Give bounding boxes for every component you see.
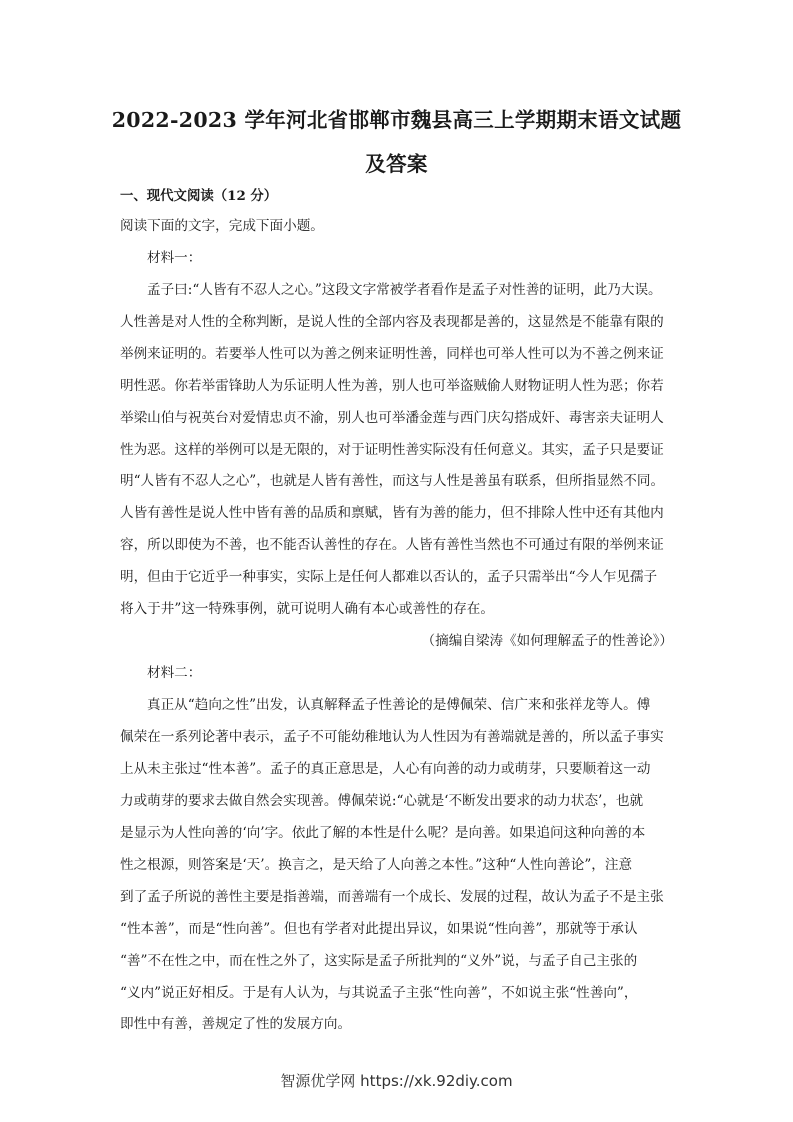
- material-1-line: 性为恶。这样的举例可以是无限的，对于证明性善实际没有任何意义。其实，孟子只是要证: [120, 442, 664, 458]
- material-2-line: 到了孟子所说的善性主要是指善端，而善端有一个成长、发展的过程，故认为孟子不是主张: [120, 889, 664, 905]
- material-2-label: 材料二：: [147, 665, 202, 681]
- page-title-line-1: 2022-2023 学年河北省邯郸市魏县高三上学期期末语文试题: [111, 108, 682, 132]
- material-1-line: 举梁山伯与祝英台对爱情忠贞不渝，别人也可举潘金莲与西门庆勾搭成奸、毒害亲夫证明人: [120, 410, 664, 426]
- material-2-line: 力或萌芽的要求去做自然会实现善。傅佩荣说:“心就是‘不断发出要求的动力状态’，也就: [120, 793, 644, 809]
- material-1-line: 明，但由于它近乎一种事实，实际上是任何人都难以否认的，孟子只需举出“今人乍见孺子: [120, 569, 658, 585]
- section-heading: 一、现代文阅读（12 分）: [120, 188, 278, 204]
- material-1-line: 人性善是对人性的全称判断，是说人性的全部内容及表现都是善的，这显然是不能靠有限的: [120, 314, 664, 330]
- page-title-line-2: 及答案: [365, 152, 428, 176]
- material-2-line: 佩荣在一系列论著中表示，孟子不可能幼稚地认为人性因为有善端就是善的，所以孟子事实: [120, 729, 664, 745]
- material-2-line: “性本善”，而是“性向善”。但也有学者对此提出异议，如果说“性向善”，那就等于承认: [120, 921, 638, 937]
- material-1-line: 人皆有善性是说人性中皆有善的品质和禀赋，皆有为善的能力，但不排除人性中还有其他内: [120, 505, 664, 521]
- material-1-line: 明性恶。你若举雷锋助人为乐证明人性为善，别人也可举盗贼偷人财物证明人性为恶；你若: [120, 378, 664, 394]
- material-2-line: “善”不在性之中，而在性之外了，这实际是孟子所批判的“义外”说，与孟子自己主张的: [120, 953, 638, 969]
- material-2-line: 即性中有善，善规定了性的发展方向。: [120, 1016, 352, 1032]
- footer-watermark: 智源优学网 https://xk.92diy.com: [280, 1072, 513, 1090]
- material-1-line: 明“人皆有不忍人之心”，也就是人皆有善性，而这与人性是善虽有联系，但所指显然不同。: [120, 473, 665, 489]
- material-2-line: 性之根源，则答案是‘天’。换言之，是天给了人向善之本性。”这种“人性向善论”，注意: [120, 857, 633, 873]
- material-1-line: 容，所以即使为不善，也不能否认善性的存在。人皆有善性当然也不可通过有限的举例来证: [120, 537, 664, 553]
- material-2-line: 真正从“趋向之性”出发，认真解释孟子性善论的是傅佩荣、信广来和张祥龙等人。傅: [147, 697, 651, 713]
- section-instruction: 阅读下面的文字，完成下面小题。: [120, 218, 324, 234]
- material-1-line: 将入于井”这一特殊事例，就可说明人确有本心或善性的存在。: [120, 601, 494, 617]
- material-1-source: （摘编自梁涛《如何理解孟子的性善论》）: [421, 633, 673, 649]
- material-2-line: 是显示为人性向善的‘向’字。依此了解的本性是什么呢？是向善。如果追问这种向善的本: [120, 825, 646, 841]
- material-2-line: “义内”说正好相反。于是有人认为，与其说孟子主张“性向善”，不如说主张“性善向”，: [120, 985, 638, 1001]
- material-1-label: 材料一：: [147, 250, 202, 266]
- material-1-line: 举例来证明的。若要举人性可以为善之例来证明性善，同样也可举人性可以为不善之例来证: [120, 346, 664, 362]
- material-1-line: 孟子曰:“人皆有不忍人之心。”这段文字常被学者看作是孟子对性善的证明，此乃大误。: [147, 282, 662, 298]
- material-2-line: 上从未主张过“性本善”。孟子的真正意思是，人心有向善的动力或萌芽，只要顺着这一动: [120, 761, 651, 777]
